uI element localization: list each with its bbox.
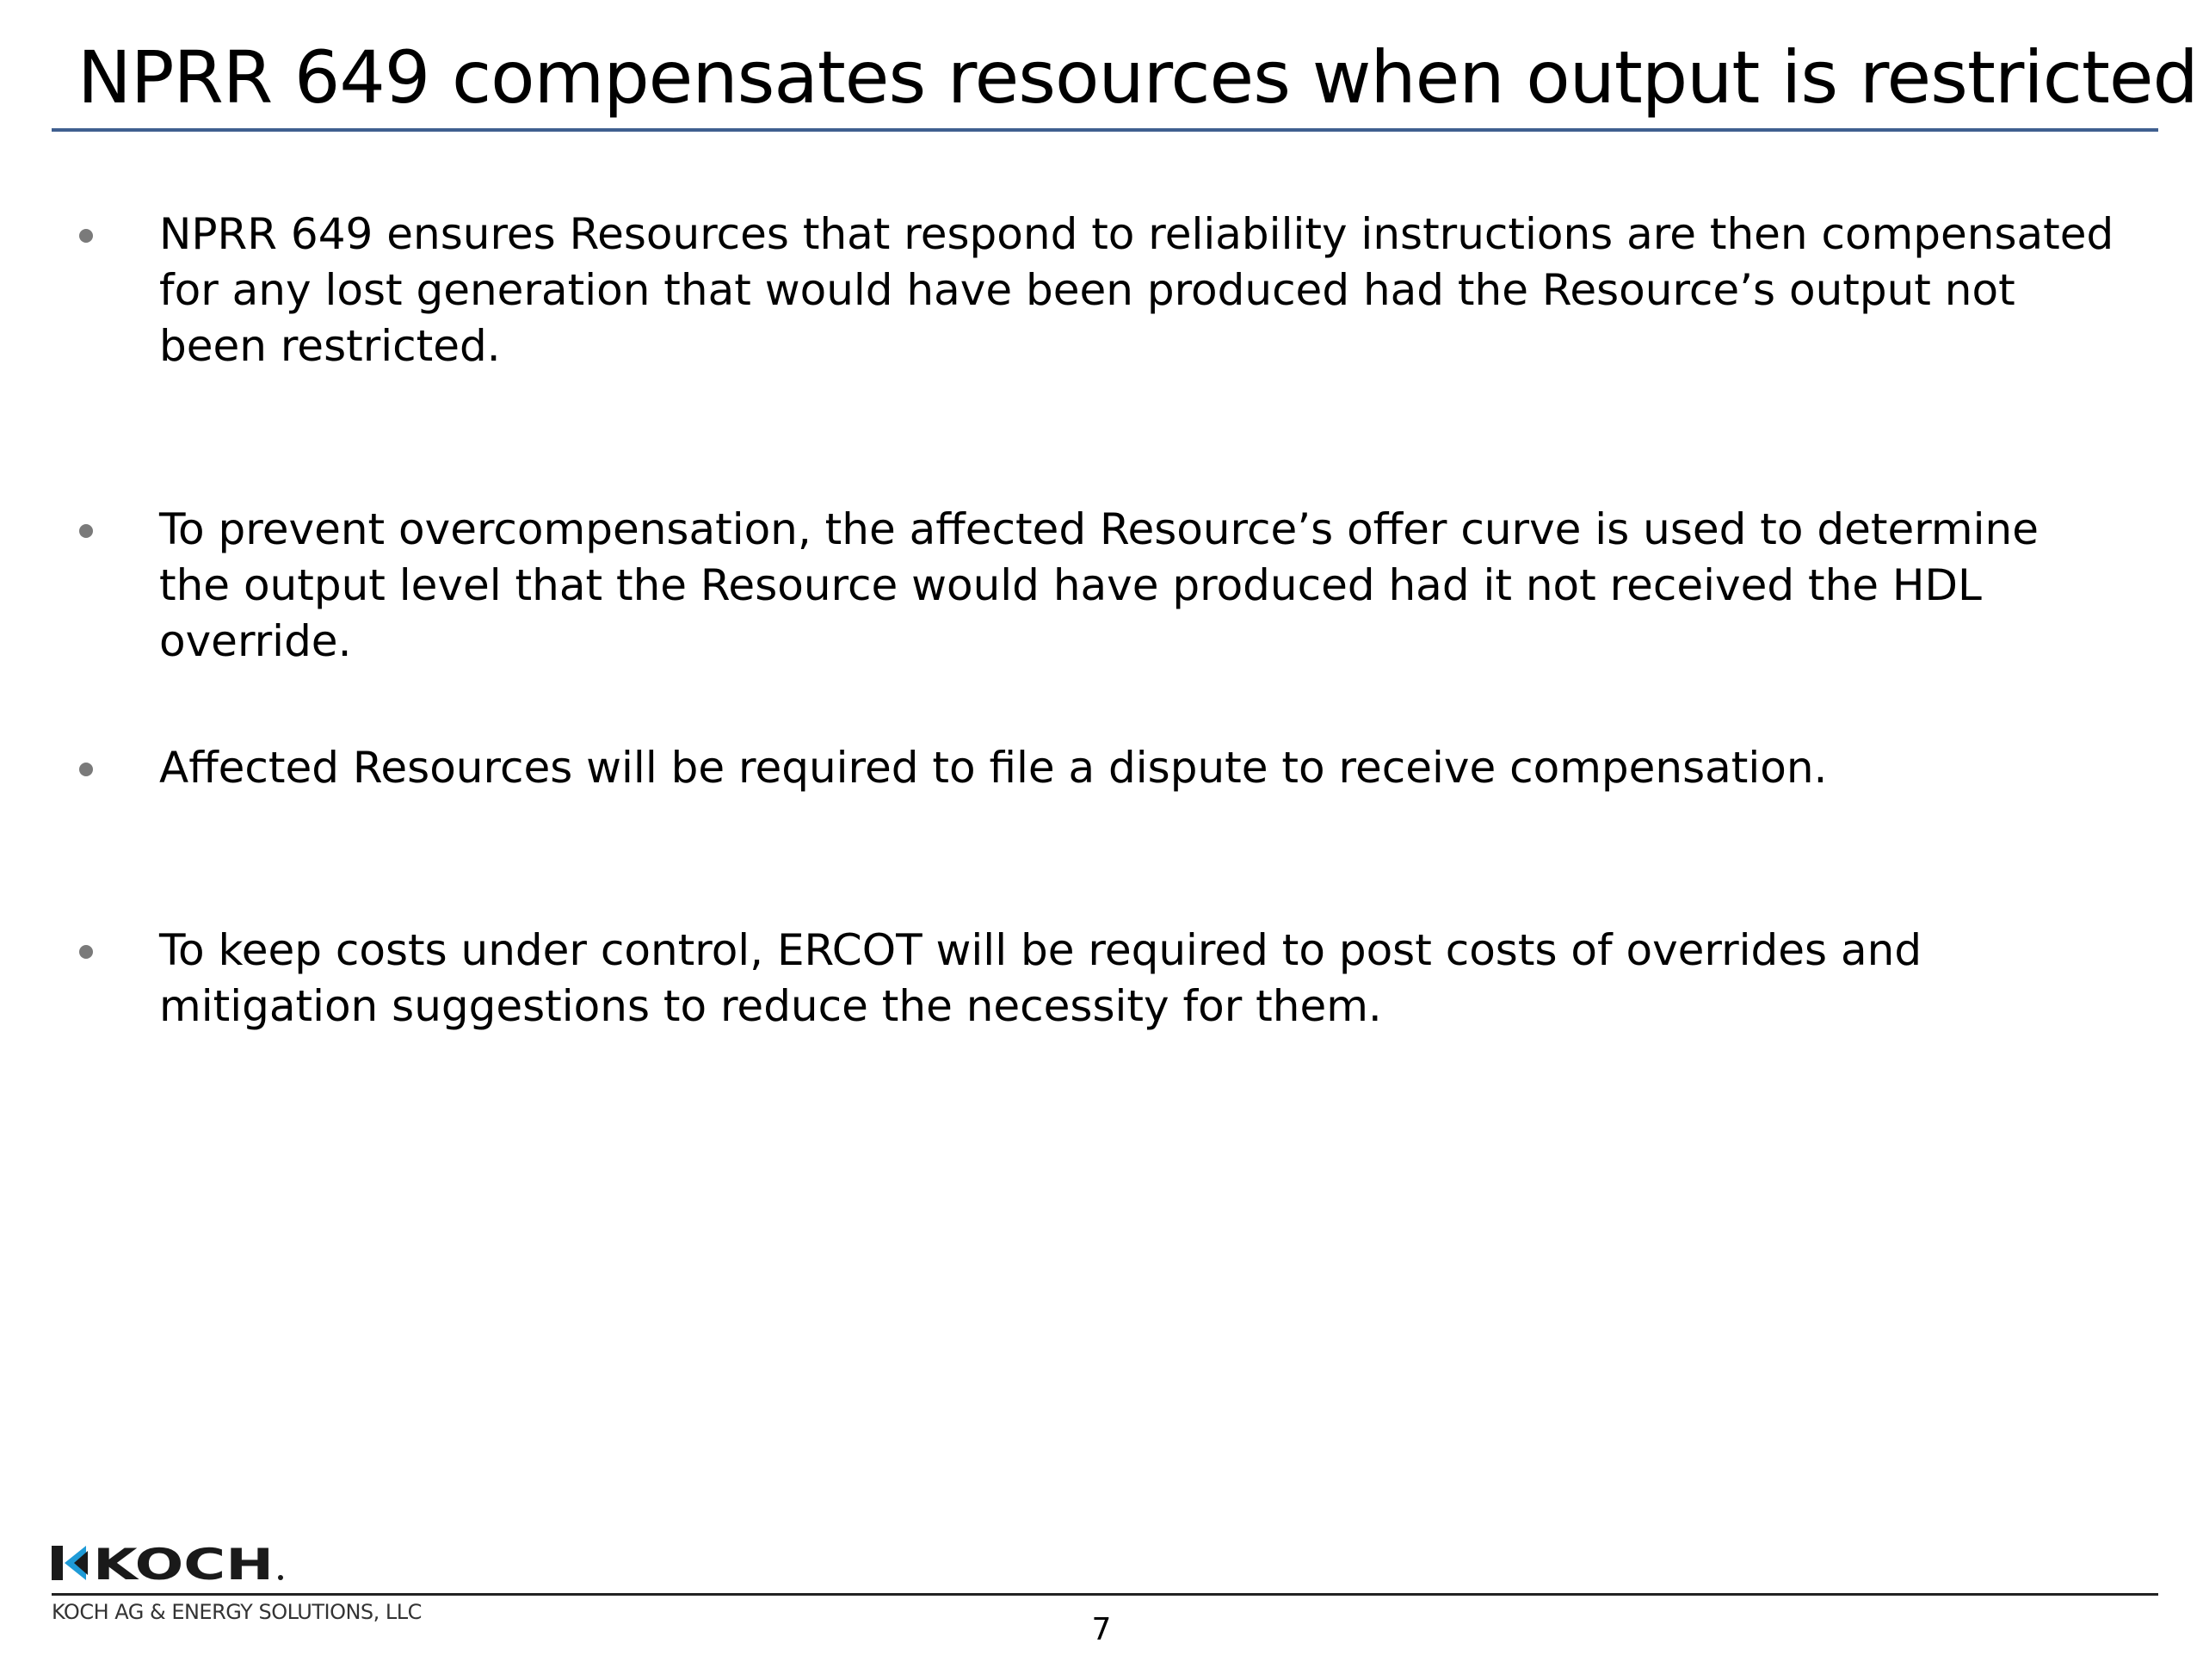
bullet-item (159, 207, 2117, 374)
footer-divider (52, 1593, 2158, 1596)
koch-logo (52, 1544, 286, 1582)
bullet-item (159, 740, 2117, 796)
bullet-text: To prevent overcompensation, the affected Resource’s offer curve is used to determine the output level that the Resource would have produced had it not received the HDL override. (159, 504, 2039, 666)
page-number: 7 (1091, 1612, 1112, 1647)
bullet-text: NPRR 649 ensures Resources that respond to reliability instructions are then compensated for any lost generation that would have been produced had the Resource’s output not been restricted. (159, 209, 2114, 371)
company-name: KOCH AG & ENERGY SOLUTIONS, LLC (52, 1600, 422, 1624)
koch-k-mark-icon (52, 1546, 88, 1580)
slide-title: NPRR 649 compensates resources when output is restricted (77, 35, 2198, 120)
bullet-dot-icon (79, 524, 93, 538)
title-underline (52, 128, 2158, 132)
bullet-dot-icon (79, 945, 93, 959)
bullet-text: To keep costs under control, ERCOT will be required to post costs of overrides and mitigation suggestions to reduce the necessity for them. (159, 925, 1922, 1031)
bullet-item (159, 923, 2117, 1035)
bullet-text: Affected Resources will be required to file a dispute to receive compensation. (159, 743, 1828, 793)
bullet-dot-icon (79, 763, 93, 776)
bullet-item (159, 502, 2117, 670)
bullet-dot-icon (79, 229, 93, 243)
koch-wordmark: KOCH (93, 1544, 274, 1582)
